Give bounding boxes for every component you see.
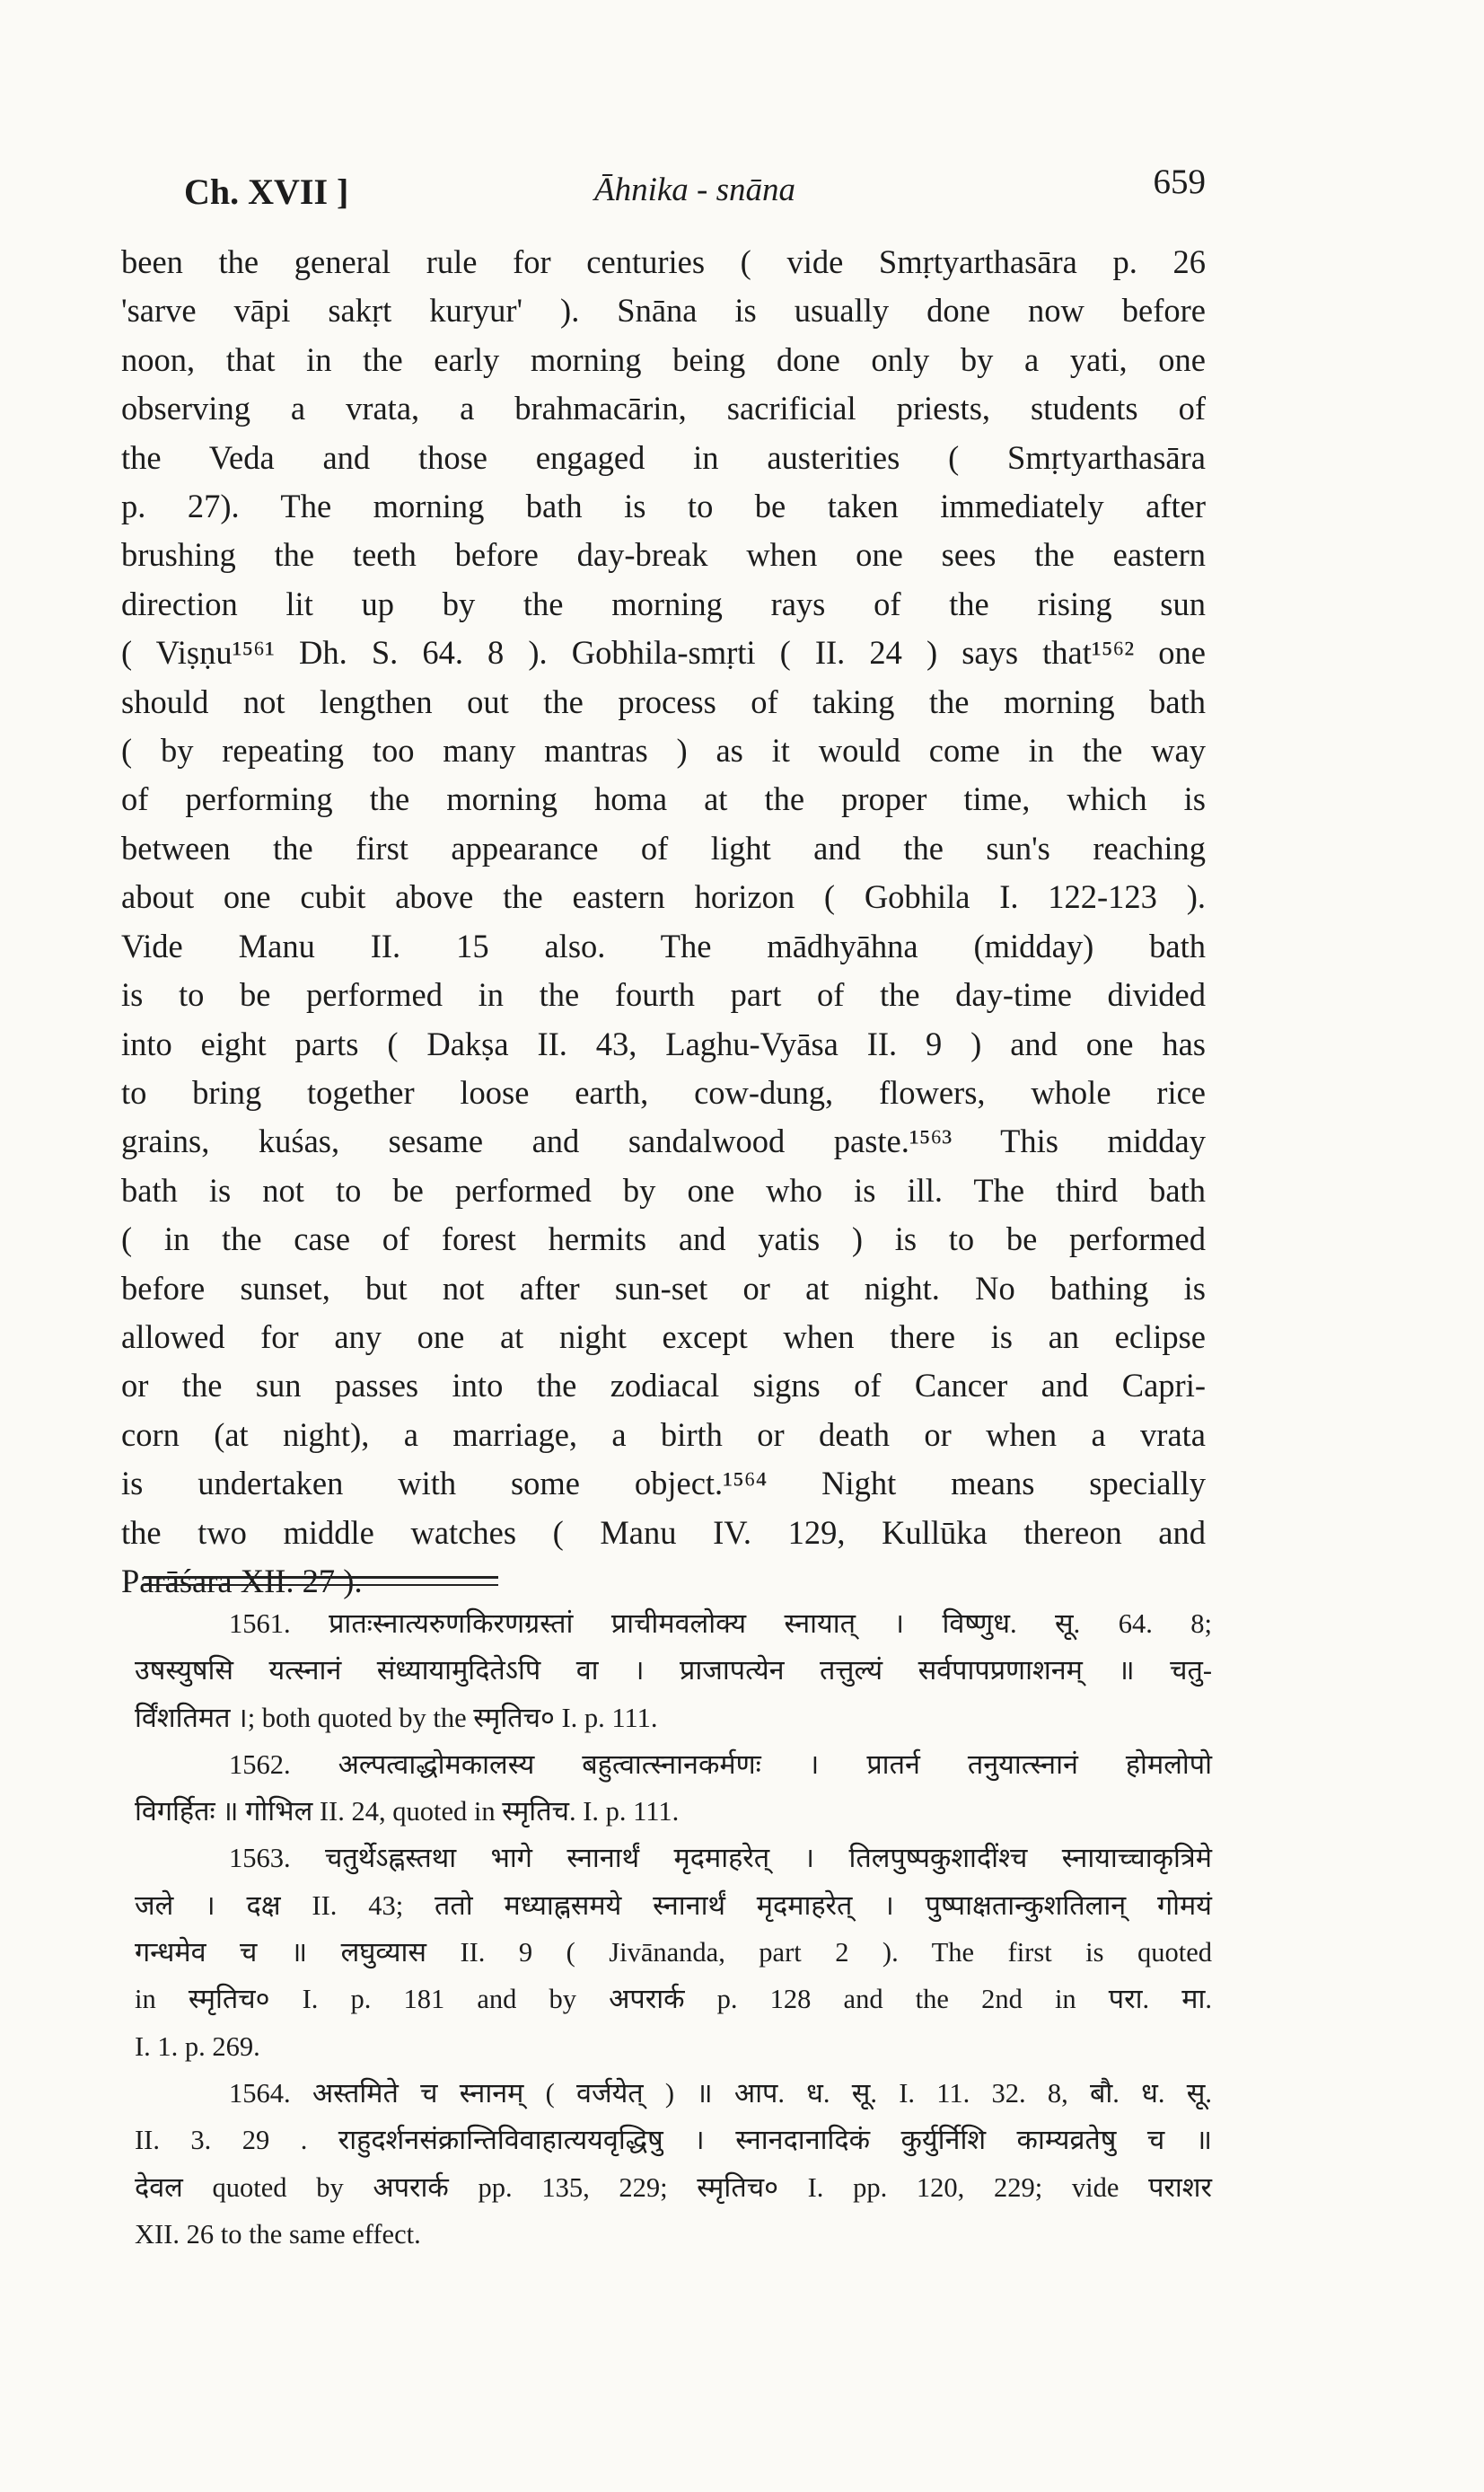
footnote-line: जले । दक्ष II. 43; ततो मध्याह्नसमये स्नानार्थं मृदमाहरेत् । पुष्पाक्षतान्कुशतिलान् गोमयं (135, 1889, 1212, 1921)
body-line: of performing the morning homa at the proper time, which is (121, 780, 1206, 818)
chapter-label: Ch. XVII ] (184, 172, 349, 212)
body-line: noon, that in the early morning being done only by a yati, one (121, 340, 1206, 378)
body-line: should not lengthen out the process of taking the morning bath (121, 682, 1206, 720)
footnote-line: र्विंशतिमत ।; both quoted by the स्मृतिच० I. p. 111. (135, 1702, 658, 1733)
running-header (184, 162, 1206, 216)
footnote-1562 (135, 1741, 1212, 1836)
body-line: the two middle watches ( Manu IV. 129, Kullūka thereon and (121, 1513, 1206, 1551)
main-text (121, 238, 1206, 1606)
body-line: grains, kuśas, sesame and sandalwood paste.¹⁵⁶³ This midday (121, 1123, 1206, 1160)
body-line: Vide Manu II. 15 also. The mādhyāhna (midday) bath (121, 927, 1206, 964)
body-line: about one cubit above the eastern horizon ( Gobhila I. 122-123 ). (121, 878, 1206, 916)
body-line: ( Viṣṇu¹⁵⁶¹ Dh. S. 64. 8 ). Gobhila-smṛti ( II. 24 ) says that¹⁵⁶² one (121, 634, 1206, 672)
footnote-line: विगर्हितः ॥ गोभिल II. 24, quoted in स्मृतिच. I. p. 111. (135, 1796, 680, 1827)
body-line: 'sarve vāpi sakṛt kuryur' ). Snāna is usually done now before (121, 292, 1206, 330)
footnote-line: 1561. प्रातःस्नात्यरुणकिरणग्रस्तां प्राचीमवलोक्य स्नायात् । विष्णुध. सू. 64. 8; (229, 1608, 1212, 1639)
body-line: been the general rule for centuries ( vide Smṛtyarthasāra p. 26 (121, 243, 1206, 280)
body-line: ( by repeating too many mantras ) as it would come in the way (121, 732, 1206, 770)
footnote-line: 1562. अल्पत्वाद्धोमकालस्य बहुत्वात्स्नानकर्मणः । प्रातर्न तनुयात्स्नानं होमलोपो (229, 1748, 1212, 1780)
page-number: 659 (1153, 163, 1206, 201)
footnote-line: in स्मृतिच० I. p. 181 and by अपरार्क p. 128 and the 2nd in परा. मा. (135, 1984, 1212, 2015)
footnotes (135, 1600, 1212, 2258)
footnote-line: उषस्युषसि यत्स्नानं संध्यायामुदितेऽपि वा । प्राजापत्येन तत्तुल्यं सर्वपापप्रणाशनम् ॥ चतु- (135, 1655, 1212, 1686)
body-line: brushing the teeth before day-break when one sees the eastern (121, 536, 1206, 574)
body-line: observing a vrata, a brahmacārin, sacrificial priests, students of (121, 390, 1206, 427)
body-line: Parāśara XII. 27 ). (121, 1562, 363, 1599)
body-line: before sunset, but not after sun-set or at night. No bathing is (121, 1269, 1206, 1307)
footnote-1561 (135, 1600, 1212, 1741)
footnote-line: 1564. अस्तमिते च स्नानम् ( वर्जयेत् ) ॥ आप. ध. सू. I. 11. 32. 8, बौ. ध. सू. (229, 2077, 1212, 2109)
body-line: the Veda and those engaged in austerities ( Smṛtyarthasāra (121, 438, 1206, 476)
body-line: or the sun passes into the zodiacal signs of Cancer and Capri- (121, 1367, 1206, 1405)
footnote-line: 1563. चतुर्थेऽह्नस्तथा भागे स्नानार्थं मृदमाहरेत् । तिलपुष्पकुशादींश्च स्नायाच्चाकृत्रिमे (229, 1843, 1212, 1874)
footnote-line: II. 3. 29 . राहुदर्शनसंक्रान्तिविवाहात्ययवृद्धिषु । स्नानदानादिकं कुर्युर्निशि काम्यव्रतेषु च ॥ (135, 2125, 1212, 2156)
footnote-rule (144, 1576, 498, 1579)
body-line: is undertaken with some object.¹⁵⁶⁴ Night means specially (121, 1465, 1206, 1502)
body-line: ( in the case of forest hermits and yatis ) is to be performed (121, 1220, 1206, 1258)
body-line: allowed for any one at night except when there is an eclipse (121, 1317, 1206, 1355)
footnote-rule (144, 1584, 498, 1586)
footnote-line: देवल quoted by अपरार्क pp. 135, 229; स्मृतिच० I. pp. 120, 229; vide पराशर (135, 2171, 1212, 2203)
body-line: into eight parts ( Dakṣa II. 43, Laghu-Vyāsa II. 9 ) and one has (121, 1025, 1206, 1062)
body-line: to bring together loose earth, cow-dung, flowers, whole rice (121, 1073, 1206, 1111)
footnote-line: I. 1. p. 269. (135, 2030, 260, 2062)
footnote-line: XII. 26 to the same effect. (135, 2218, 421, 2250)
running-title: Āhnika - snāna (593, 172, 796, 208)
footnote-1563 (135, 1835, 1212, 2069)
body-line: direction lit up by the morning rays of the rising sun (121, 585, 1206, 622)
body-line: corn (at night), a marriage, a birth or death or when a vrata (121, 1415, 1206, 1453)
body-line: bath is not to be performed by one who is ill. The third bath (121, 1171, 1206, 1209)
body-line: p. 27). The morning bath is to be taken immediately after (121, 488, 1206, 525)
body-line: between the first appearance of light and the sun's reaching (121, 829, 1206, 867)
body-line: is to be performed in the fourth part of the day-time divided (121, 976, 1206, 1014)
footnote-1564 (135, 2070, 1212, 2258)
footnote-line: गन्धमेव च ॥ लघुव्यास II. 9 ( Jivānanda, part 2 ). The first is quoted (135, 1937, 1212, 1968)
